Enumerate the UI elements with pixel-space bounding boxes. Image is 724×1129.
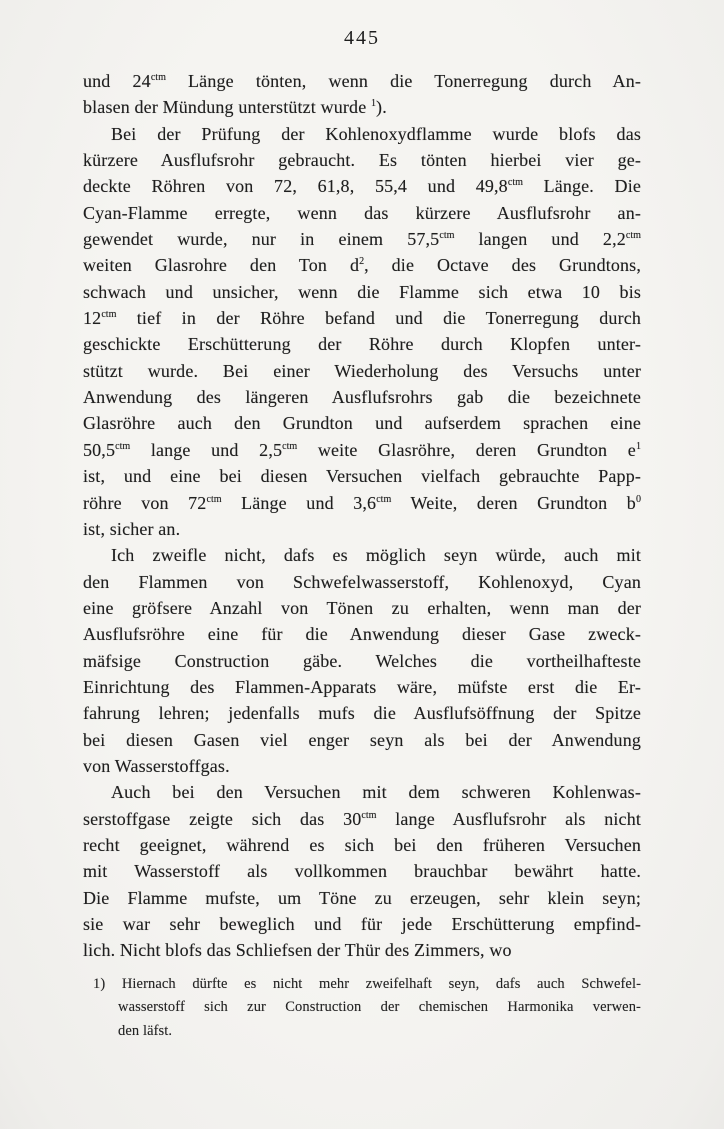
text-segment: kürzere Ausflufsrohr gebraucht. Es tönten hierbei vier ge- [83, 150, 641, 171]
text-segment: mit Wasserstoff als vollkommen brauchbar bewährt hatte. [83, 861, 641, 882]
text-segment: Auch bei den Versuchen mit dem schweren Kohlenwas- [111, 782, 641, 803]
text-segment: lange Ausflufsrohr als nicht [376, 808, 641, 829]
text-segment: und 24 [83, 71, 151, 91]
text-line [83, 147, 641, 173]
text-segment: serstoffgase zeigte sich das 30 [83, 808, 362, 829]
text-segment: Länge tönten, wenn die Tonerregung durch An- [165, 71, 641, 91]
text-line [83, 858, 641, 884]
text-segment: recht geeignet, während es sich bei den früheren Versuchen [83, 834, 641, 855]
text-line [83, 911, 641, 937]
paragraph [83, 542, 641, 779]
page-number: 445 [344, 27, 380, 49]
text-line [83, 779, 641, 805]
footnote [93, 973, 641, 1043]
text-segment: Ausflufsröhre eine für die Anwendung dieser Gase zweck- [83, 624, 641, 645]
text-segment: weite Glasröhre, deren Grundton e [297, 439, 636, 460]
text-line [83, 648, 641, 674]
superscript: 1 [635, 440, 641, 452]
text-line [83, 121, 641, 147]
text-segment: Länge. Die [522, 176, 642, 197]
text-line [93, 996, 641, 1019]
text-segment: stützt wurde. Bei einer Wiederholung des Versuchs unter [83, 360, 641, 381]
text-segment: Glasröhre auch den Grundton und aufserdem sprachen eine [83, 413, 641, 434]
text-segment: schwach und unsicher, wenn die Flamme sich etwa 10 bis [83, 281, 641, 302]
text-line [83, 279, 641, 305]
paragraph [83, 68, 641, 121]
text-segment: weiten Glasrohre den Ton d [83, 255, 360, 276]
text-line [83, 832, 641, 858]
text-segment: den Flammen von Schwefelwasserstoff, Kohlenoxyd, Cyan [83, 571, 641, 592]
text-line [83, 410, 641, 436]
text-segment: Bei der Prüfung der Kohlenoxydflamme wurde blofs das [111, 123, 641, 144]
text-line [83, 463, 641, 489]
text-line [83, 542, 641, 568]
text-line [83, 806, 641, 832]
text-segment: wasserstoff sich zur Construction der chemischen Harmonika verwen- [118, 999, 641, 1016]
text-line [83, 516, 641, 542]
text-segment: Cyan-Flamme erregte, wenn das kürzere Ausflufsrohr an- [83, 202, 641, 223]
text-line [83, 305, 641, 331]
text-line [83, 252, 641, 278]
superscript: ctm [361, 809, 377, 821]
text-segment: Ich zweifle nicht, dafs es möglich seyn würde, auch mit [111, 545, 641, 566]
text-segment: mäfsige Construction gäbe. Welches die vortheilhafteste [83, 650, 641, 671]
paragraph [83, 779, 641, 963]
text-segment: sie war sehr beweglich und für jede Erschütterung empfind- [83, 914, 641, 934]
text-segment: von Wasserstoffgas. [83, 755, 230, 776]
text-segment: ist, und eine bei diesen Versuchen vielfach gebrauchte Papp- [83, 466, 641, 487]
text-line [93, 1020, 641, 1043]
text-line [83, 569, 641, 595]
text-segment: blasen der Mündung unterstützt wurde [83, 97, 371, 118]
text-line [83, 331, 641, 357]
text-line [83, 595, 641, 621]
text-segment: lange und 2,5 [130, 439, 283, 460]
text-segment: ist, sicher an. [83, 518, 181, 539]
text-line [83, 885, 641, 911]
text-segment: tief in der Röhre befand und die Tonerregung durch [116, 308, 641, 329]
text-line [93, 973, 641, 996]
superscript: ctm [376, 493, 392, 505]
text-line [83, 700, 641, 726]
superscript: ctm [439, 230, 455, 242]
superscript: ctm [282, 440, 298, 452]
superscript: 2 [359, 256, 365, 268]
text-line [83, 200, 641, 226]
paragraph [83, 121, 641, 543]
body-text [83, 68, 641, 964]
text-segment: Weite, deren Grundton b [391, 492, 636, 513]
paragraph [93, 973, 641, 1043]
text-segment: röhre von 72 [83, 492, 207, 513]
text-line [83, 437, 641, 463]
text-segment: 1) Hiernach dürfte es nicht mehr zweifelhaft seyn, dafs auch Schwefel- [93, 975, 641, 992]
text-segment: langen und 2,2 [454, 229, 626, 250]
text-segment: fahrung lehren; jedenfalls mufs die Ausflufsöffnung der Spitze [83, 703, 641, 724]
text-line [83, 226, 641, 252]
text-segment: , die Octave des Grundtons, [364, 255, 641, 276]
text-segment: Länge und 3,6 [221, 492, 377, 513]
superscript: 0 [635, 493, 642, 505]
page-content [83, 68, 641, 1043]
text-segment: eine gröfsere Anzahl von Tönen zu erhalten, wenn man der [83, 597, 641, 618]
superscript: ctm [101, 309, 117, 321]
text-segment: bei diesen Gasen viel enger seyn als bei der Anwendung [83, 729, 641, 750]
text-line [83, 727, 641, 753]
superscript: 1 [371, 98, 377, 110]
text-segment: Die Flamme mufste, um Töne zu erzeugen, sehr klein seyn; [83, 887, 641, 908]
text-line [83, 358, 641, 384]
text-segment: 50,5 [83, 439, 116, 460]
text-line [83, 384, 641, 410]
text-line [83, 621, 641, 647]
text-line [83, 68, 641, 94]
text-segment: Einrichtung des Flammen-Apparats wäre, müfste erst die Er- [83, 676, 641, 697]
superscript: ctm [206, 493, 222, 505]
text-line [83, 753, 641, 779]
text-segment: deckte Röhren von 72, 61,8, 55,4 und 49,8 [83, 176, 508, 197]
text-line [83, 674, 641, 700]
superscript: ctm [115, 440, 131, 452]
text-line [83, 937, 641, 963]
text-segment: lich. Nicht blofs das Schliefsen der Thür des Zimmers, wo [83, 940, 512, 961]
superscript: ctm [625, 230, 641, 242]
text-segment: Anwendung des längeren Ausflufsrohrs gab die bezeichnete [83, 387, 641, 408]
text-line [83, 173, 641, 199]
text-segment: gewendet wurde, nur in einem 57,5 [83, 229, 440, 250]
text-line [83, 490, 641, 516]
superscript: ctm [507, 177, 523, 189]
superscript: ctm [150, 72, 166, 83]
text-segment: den läfst. [118, 1022, 173, 1039]
text-segment: 12 [83, 308, 102, 329]
text-line [83, 94, 641, 120]
text-segment: ). [376, 97, 387, 118]
text-segment: geschickte Erschütterung der Röhre durch Klopfen unter- [83, 334, 641, 355]
